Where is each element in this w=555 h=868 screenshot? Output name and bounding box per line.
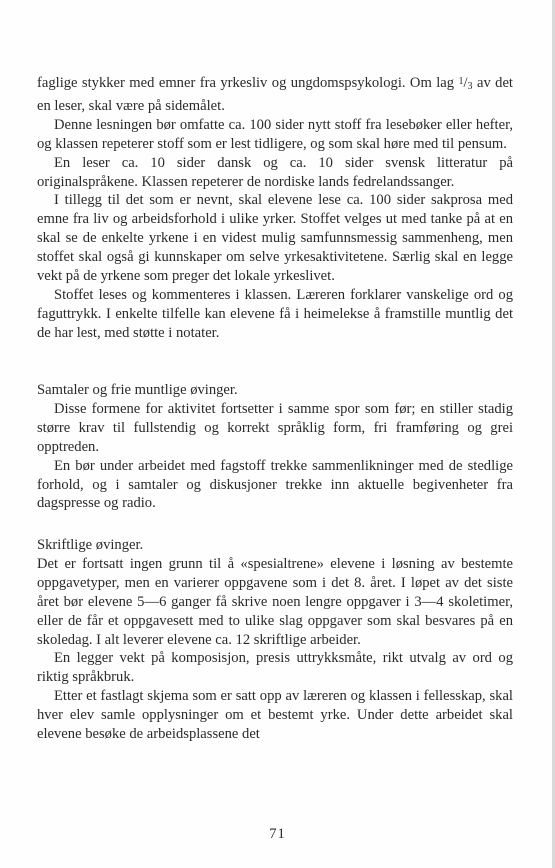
fraction-denominator: 3 [467, 81, 473, 92]
section-heading: Samtaler og frie muntlige øvinger. [37, 382, 238, 398]
paragraph: Denne lesningen bør omfatte ca. 100 sider nytt stoff fra lesebøker eller hefter, og klassen repeterer stoff som er lest tidligere, og som skal høre med til pensum. [37, 116, 513, 152]
paragraph: En legger vekt på komposisjon, presis uttrykksmåte, rikt utvalg av ord og riktig språkbruk. [37, 650, 513, 686]
paragraph: Disse formene for aktivitet fortsetter i samme spor som før; en stiller stadig større krav til fullstendig og korrekt språklig form, fri framføring og grei opptreden. [37, 400, 513, 455]
fraction-numerator: 1 [458, 76, 464, 87]
section-heading: Skriftlige øvinger. [37, 537, 144, 553]
writing-section [37, 536, 513, 744]
paragraph: En leser ca. 10 sider dansk og ca. 10 sider svensk litteratur på originalspråkene. Klassen repeterer de nordiske lands fedrelandssanger. [37, 154, 513, 190]
fraction-slash: / [463, 75, 468, 91]
paragraph: En bør under arbeidet med fagstoff trekke sammenlikninger med de stedlige forhold, og i samtaler og diskusjoner trekke inn aktuelle begivenheter fra dagspresse og radio. [37, 457, 513, 512]
paragraph-continued [37, 73, 513, 116]
paragraph: Stoffet leses og kommenteres i klassen. Læreren forklarer vanskelige ord og faguttrykk. I enkelte tilfelle kan elevene få i heimelekse å framstille muntlig det de har lest, med støtte i notater. [37, 286, 513, 341]
paragraph: I tillegg til det som er nevnt, skal elevene lese ca. 100 sider sakprosa med emne fra liv og arbeidsforhold i ulike yrker. Stoffet velges ut med tanke på at en skal se de enkelte yrkene i en videst mulig samfunnsmessig sammenheng, men stoffet skal også gi kunnskaper om selve yrkesaktivitetene. Særlig skal en legge vekt på de yrkene som preger det lokale yrkeslivet. [37, 192, 513, 285]
page-number: 71 [269, 826, 286, 842]
paragraph-text: faglige stykker med emner fra yrkesliv og ungdomspsykologi. Om lag [37, 75, 459, 91]
paragraph: Etter et fastlagt skjema som er satt opp av læreren og klassen i fellesskap, skal hver elev samle opplysninger om et bestemt yrke. Under dette arbeidet skal elevene besøke de arbeidsplassene det [37, 688, 513, 743]
reading-section [37, 73, 513, 343]
conversation-section [37, 381, 513, 513]
paragraph: Det er fortsatt ingen grunn til å «spesialtrene» elevene i løsning av bestemte oppgavetyper, men en varierer oppgavene som i det 8. året. I løpet av det siste året bør elevene 5—6 ganger få skrive noen lengre oppgaver i 3—4 skoletimer, eller de får et oppgavesett med to ulike slag oppgaver som skal besvares på en skoledag. I alt leverer elevene ca. 12 skriftlige arbeider. [37, 555, 513, 648]
paragraph-text: av det en leser, skal være på sidemålet. [37, 75, 513, 114]
